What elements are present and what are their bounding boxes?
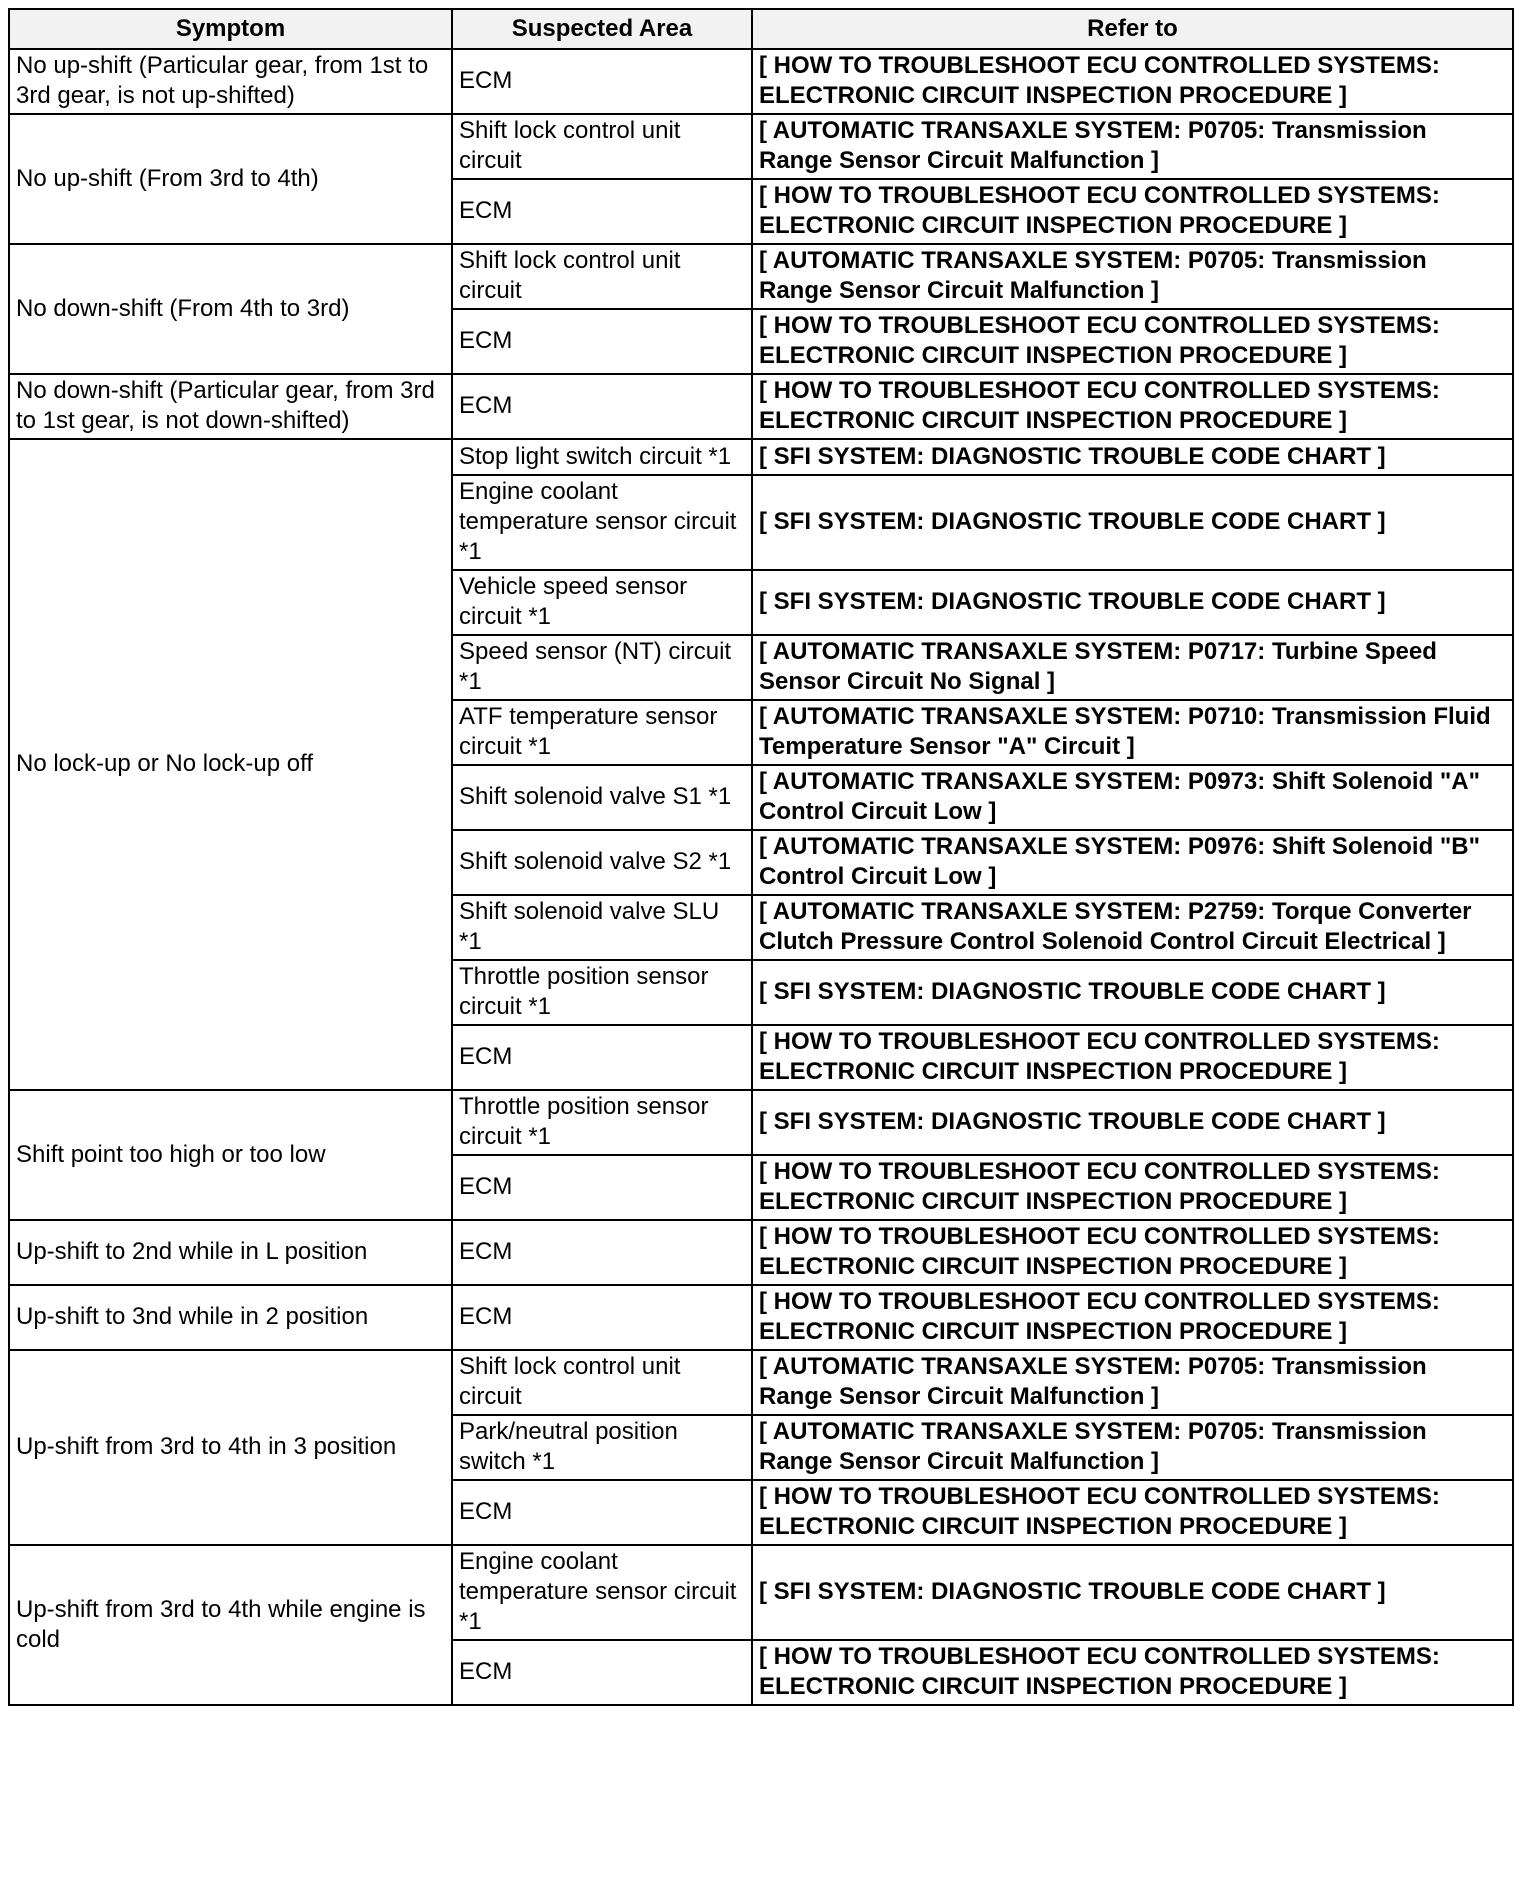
- suspected-area-header: Suspected Area: [452, 9, 752, 49]
- refer-to-cell: [ SFI SYSTEM: DIAGNOSTIC TROUBLE CODE CHART ]: [752, 1090, 1513, 1155]
- suspected-area-cell: Shift solenoid valve S1 *1: [452, 765, 752, 830]
- refer-to-cell: [ AUTOMATIC TRANSAXLE SYSTEM: P0973: Shift Solenoid "A" Control Circuit Low ]: [752, 765, 1513, 830]
- refer-to-cell: [ AUTOMATIC TRANSAXLE SYSTEM: P0717: Turbine Speed Sensor Circuit No Signal ]: [752, 635, 1513, 700]
- suspected-area-cell: ATF temperature sensor circuit *1: [452, 700, 752, 765]
- refer-to-cell: [ HOW TO TROUBLESHOOT ECU CONTROLLED SYSTEMS: ELECTRONIC CIRCUIT INSPECTION PROCEDURE ]: [752, 1640, 1513, 1705]
- suspected-area-cell: Speed sensor (NT) circuit *1: [452, 635, 752, 700]
- suspected-area-cell: ECM: [452, 1480, 752, 1545]
- table-row: [9, 1285, 1513, 1350]
- table-row: [9, 244, 1513, 309]
- suspected-area-cell: ECM: [452, 1155, 752, 1220]
- table-body: [9, 49, 1513, 1705]
- refer-to-cell: [ AUTOMATIC TRANSAXLE SYSTEM: P0705: Transmission Range Sensor Circuit Malfunction ]: [752, 244, 1513, 309]
- suspected-area-cell: Throttle position sensor circuit *1: [452, 960, 752, 1025]
- refer-to-cell: [ AUTOMATIC TRANSAXLE SYSTEM: P0705: Transmission Range Sensor Circuit Malfunction ]: [752, 1350, 1513, 1415]
- suspected-area-cell: Shift lock control unit circuit: [452, 1350, 752, 1415]
- suspected-area-cell: ECM: [452, 49, 752, 114]
- suspected-area-cell: ECM: [452, 179, 752, 244]
- refer-to-cell: [ HOW TO TROUBLESHOOT ECU CONTROLLED SYSTEMS: ELECTRONIC CIRCUIT INSPECTION PROCEDURE ]: [752, 1285, 1513, 1350]
- refer-to-cell: [ SFI SYSTEM: DIAGNOSTIC TROUBLE CODE CHART ]: [752, 1545, 1513, 1640]
- refer-to-cell: [ SFI SYSTEM: DIAGNOSTIC TROUBLE CODE CHART ]: [752, 960, 1513, 1025]
- suspected-area-cell: Stop light switch circuit *1: [452, 439, 752, 475]
- symptom-cell: Shift point too high or too low: [9, 1090, 452, 1220]
- refer-to-cell: [ HOW TO TROUBLESHOOT ECU CONTROLLED SYSTEMS: ELECTRONIC CIRCUIT INSPECTION PROCEDURE ]: [752, 179, 1513, 244]
- symptom-cell: No lock-up or No lock-up off: [9, 439, 452, 1090]
- table-row: [9, 1220, 1513, 1285]
- table-row: [9, 1350, 1513, 1415]
- table-row: [9, 374, 1513, 439]
- refer-to-cell: [ HOW TO TROUBLESHOOT ECU CONTROLLED SYSTEMS: ELECTRONIC CIRCUIT INSPECTION PROCEDURE ]: [752, 49, 1513, 114]
- suspected-area-cell: ECM: [452, 309, 752, 374]
- symptom-cell: Up-shift from 3rd to 4th while engine is cold: [9, 1545, 452, 1705]
- symptom-cell: Up-shift to 2nd while in L position: [9, 1220, 452, 1285]
- refer-to-cell: [ SFI SYSTEM: DIAGNOSTIC TROUBLE CODE CHART ]: [752, 570, 1513, 635]
- header-row: [9, 9, 1513, 49]
- refer-to-cell: [ HOW TO TROUBLESHOOT ECU CONTROLLED SYSTEMS: ELECTRONIC CIRCUIT INSPECTION PROCEDURE ]: [752, 374, 1513, 439]
- suspected-area-cell: Engine coolant temperature sensor circuit *1: [452, 1545, 752, 1640]
- refer-to-cell: [ HOW TO TROUBLESHOOT ECU CONTROLLED SYSTEMS: ELECTRONIC CIRCUIT INSPECTION PROCEDURE ]: [752, 1025, 1513, 1090]
- refer-to-cell: [ HOW TO TROUBLESHOOT ECU CONTROLLED SYSTEMS: ELECTRONIC CIRCUIT INSPECTION PROCEDURE ]: [752, 1155, 1513, 1220]
- symptom-cell: No down-shift (From 4th to 3rd): [9, 244, 452, 374]
- symptom-header: Symptom: [9, 9, 452, 49]
- symptom-cell: No up-shift (Particular gear, from 1st to 3rd gear, is not up-shifted): [9, 49, 452, 114]
- suspected-area-cell: Shift solenoid valve SLU *1: [452, 895, 752, 960]
- symptom-cell: No up-shift (From 3rd to 4th): [9, 114, 452, 244]
- symptom-cell: Up-shift to 3nd while in 2 position: [9, 1285, 452, 1350]
- suspected-area-cell: Shift lock control unit circuit: [452, 114, 752, 179]
- suspected-area-cell: Throttle position sensor circuit *1: [452, 1090, 752, 1155]
- refer-to-cell: [ AUTOMATIC TRANSAXLE SYSTEM: P0976: Shift Solenoid "B" Control Circuit Low ]: [752, 830, 1513, 895]
- refer-to-cell: [ HOW TO TROUBLESHOOT ECU CONTROLLED SYSTEMS: ELECTRONIC CIRCUIT INSPECTION PROCEDURE ]: [752, 309, 1513, 374]
- table-row: [9, 49, 1513, 114]
- table-row: [9, 114, 1513, 179]
- suspected-area-cell: Vehicle speed sensor circuit *1: [452, 570, 752, 635]
- table-row: [9, 1545, 1513, 1640]
- troubleshooting-table: [8, 8, 1514, 1706]
- symptom-cell: No down-shift (Particular gear, from 3rd to 1st gear, is not down-shifted): [9, 374, 452, 439]
- refer-to-cell: [ AUTOMATIC TRANSAXLE SYSTEM: P0705: Transmission Range Sensor Circuit Malfunction ]: [752, 1415, 1513, 1480]
- suspected-area-cell: Park/neutral position switch *1: [452, 1415, 752, 1480]
- refer-to-cell: [ AUTOMATIC TRANSAXLE SYSTEM: P0710: Transmission Fluid Temperature Sensor "A" Circuit ]: [752, 700, 1513, 765]
- table-row: [9, 439, 1513, 475]
- refer-to-cell: [ HOW TO TROUBLESHOOT ECU CONTROLLED SYSTEMS: ELECTRONIC CIRCUIT INSPECTION PROCEDURE ]: [752, 1480, 1513, 1545]
- refer-to-cell: [ HOW TO TROUBLESHOOT ECU CONTROLLED SYSTEMS: ELECTRONIC CIRCUIT INSPECTION PROCEDURE ]: [752, 1220, 1513, 1285]
- suspected-area-cell: Engine coolant temperature sensor circuit *1: [452, 475, 752, 570]
- refer-to-cell: [ AUTOMATIC TRANSAXLE SYSTEM: P2759: Torque Converter Clutch Pressure Control Solenoid Control Circuit Electrical ]: [752, 895, 1513, 960]
- suspected-area-cell: Shift lock control unit circuit: [452, 244, 752, 309]
- suspected-area-cell: ECM: [452, 374, 752, 439]
- suspected-area-cell: ECM: [452, 1640, 752, 1705]
- refer-to-cell: [ SFI SYSTEM: DIAGNOSTIC TROUBLE CODE CHART ]: [752, 439, 1513, 475]
- suspected-area-cell: ECM: [452, 1285, 752, 1350]
- suspected-area-cell: ECM: [452, 1220, 752, 1285]
- table-row: [9, 1090, 1513, 1155]
- suspected-area-cell: ECM: [452, 1025, 752, 1090]
- suspected-area-cell: Shift solenoid valve S2 *1: [452, 830, 752, 895]
- refer-to-cell: [ SFI SYSTEM: DIAGNOSTIC TROUBLE CODE CHART ]: [752, 475, 1513, 570]
- refer-to-cell: [ AUTOMATIC TRANSAXLE SYSTEM: P0705: Transmission Range Sensor Circuit Malfunction ]: [752, 114, 1513, 179]
- refer-to-header: Refer to: [752, 9, 1513, 49]
- symptom-cell: Up-shift from 3rd to 4th in 3 position: [9, 1350, 452, 1545]
